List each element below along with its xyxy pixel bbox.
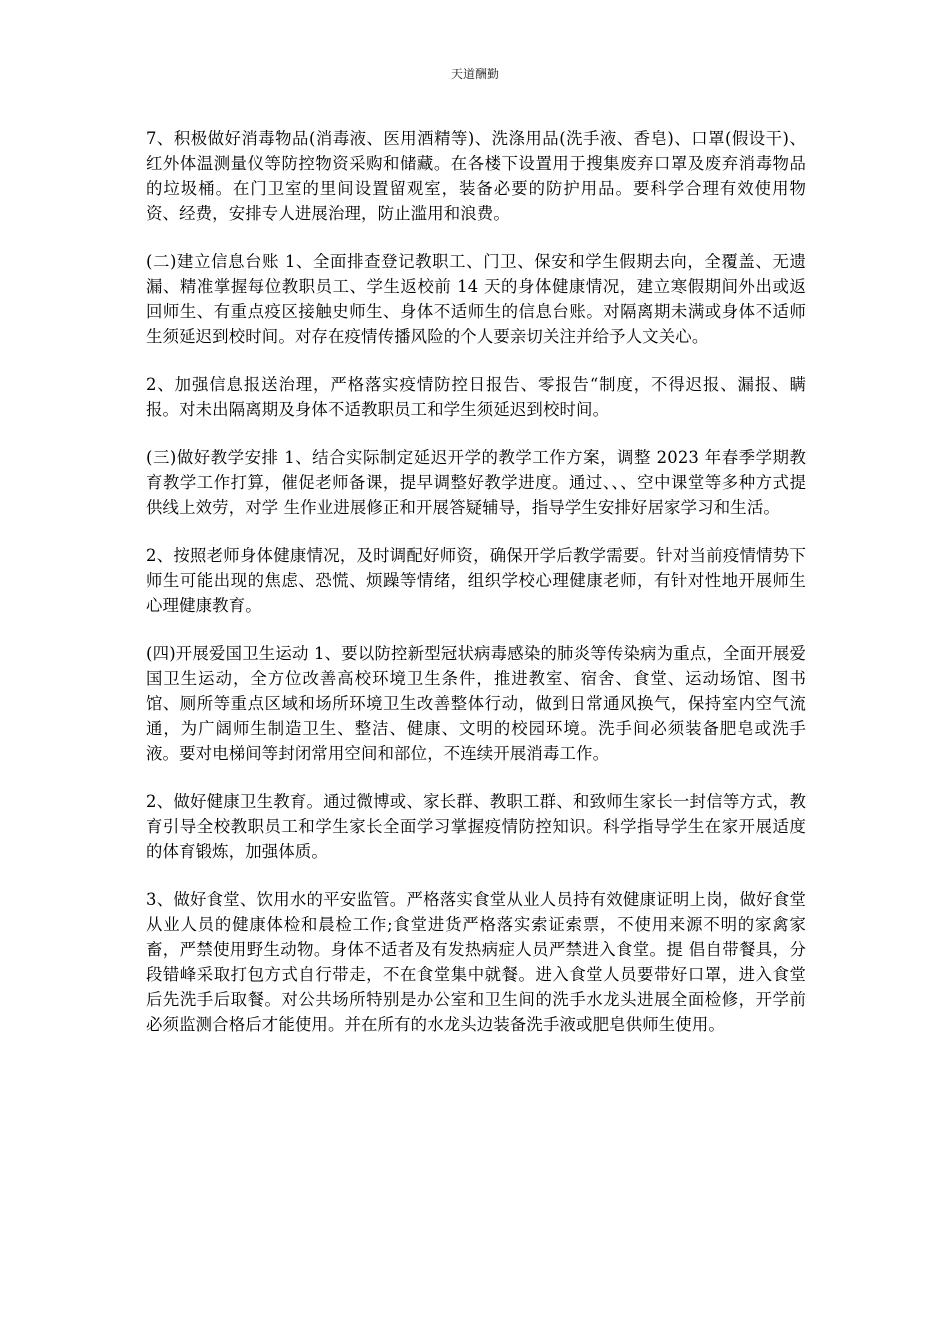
paragraph-teaching-arrangement: (三)做好教学安排 1、结合实际制定延迟开学的教学工作方案，调整 2023 年春季学期教育教学工作打算，催促老师备课，提早调整好教学进度。通过、、、空中课堂等多种方式提供线上效劳，对学 生作业进展修正和开展答疑辅导，指导学生安排好居家学习和生活。 [146, 448, 806, 517]
paragraph-health-education: 2、做好健康卫生教育。通过微博或、家长群、教职工群、和致师生家长一封信等方式，教育引导全校教职员工和学生家长全面学习掌握疫情防控知识。科学指导学生在家开展适度的体育锻炼，加强体质。 [146, 792, 806, 861]
paragraph-item-7-supplies: 7、积极做好消毒物品(消毒液、医用酒精等)、洗涤用品(洗手液、香皂)、口罩(假设干)、红外体温测量仪等防控物资采购和储藏。在各楼下设置用于搜集废弃口罩及废弃消毒物品的垃圾桶。在门卫室的里间设置留观室，装备必要的防护用品。要科学合理有效使用物资、经费，安排专人进展治理，防止滥用和浪费。 [146, 129, 806, 223]
paragraph-info-reporting: 2、加强信息报送治理，严格落实疫情防控日报告、零报告“制度，不得迟报、漏报、瞒报。对未出隔离期及身体不适教职员工和学生须延迟到校时间。 [146, 375, 806, 419]
document-body [146, 126, 806, 1060]
paragraph-hygiene-campaign: (四)开展爱国卫生运动 1、要以防控新型冠状病毒感染的肺炎等传染病为重点，全面开展爱国卫生运动，全方位改善高校环境卫生条件，推进教室、宿舍、食堂、运动场馆、图书馆、厕所等重点区域和场所环境卫生改善整体行动，做到日常通风换气，保持室内空气流通，为广阔师生制造卫生、整洁、健康、文明的校园环境。洗手间必须装备肥皂或洗手液。要对电梯间等封闭常用空间和部位，不连续开展消毒工作。 [146, 644, 806, 763]
paragraph-canteen-safety: 3、做好食堂、饮用水的平安监管。严格落实食堂从业人员持有效健康证明上岗，做好食堂从业人员的健康体检和晨检工作;食堂进货严格落实索证索票，不使用来源不明的家禽家畜，严禁使用野生动物。身体不适者及有发热病症人员严禁进入食堂。提 倡自带餐具，分段错峰采取打包方式自行带走，不在食堂集中就餐。进入食堂人员要带好口罩，进入食堂后先洗手后取餐。对公共场所特别是办公室和卫生间的洗手水龙头进展全面检修，开学前必须监测合格后才能使用。并在所有的水龙头边装备洗手液或肥皂供师生使用。 [146, 890, 806, 1034]
page-header: 天道酬勤 [450, 67, 499, 81]
paragraph-info-ledger: (二)建立信息台账 1、全面排查登记教职工、门卫、保安和学生假期去向，全覆盖、无遗漏、精准掌握每位教职员工、学生返校前 14 天的身体健康情况，建立寒假期间外出或返回师生、有重点疫区接触史师生、身体不适师生的信息台账。对隔离期未满或身体不适师生须延迟到校时间。对存在疫情传播风险的个人要亲切关注并给予人文关心。 [146, 252, 806, 346]
paragraph-teacher-allocation: 2、按照老师身体健康情况，及时调配好师资，确保开学后教学需要。针对当前疫情情势下师生可能出现的焦虑、恐慌、烦躁等情绪，组织学校心理健康老师，有针对性地开展师生心理健康教育。 [146, 546, 806, 615]
